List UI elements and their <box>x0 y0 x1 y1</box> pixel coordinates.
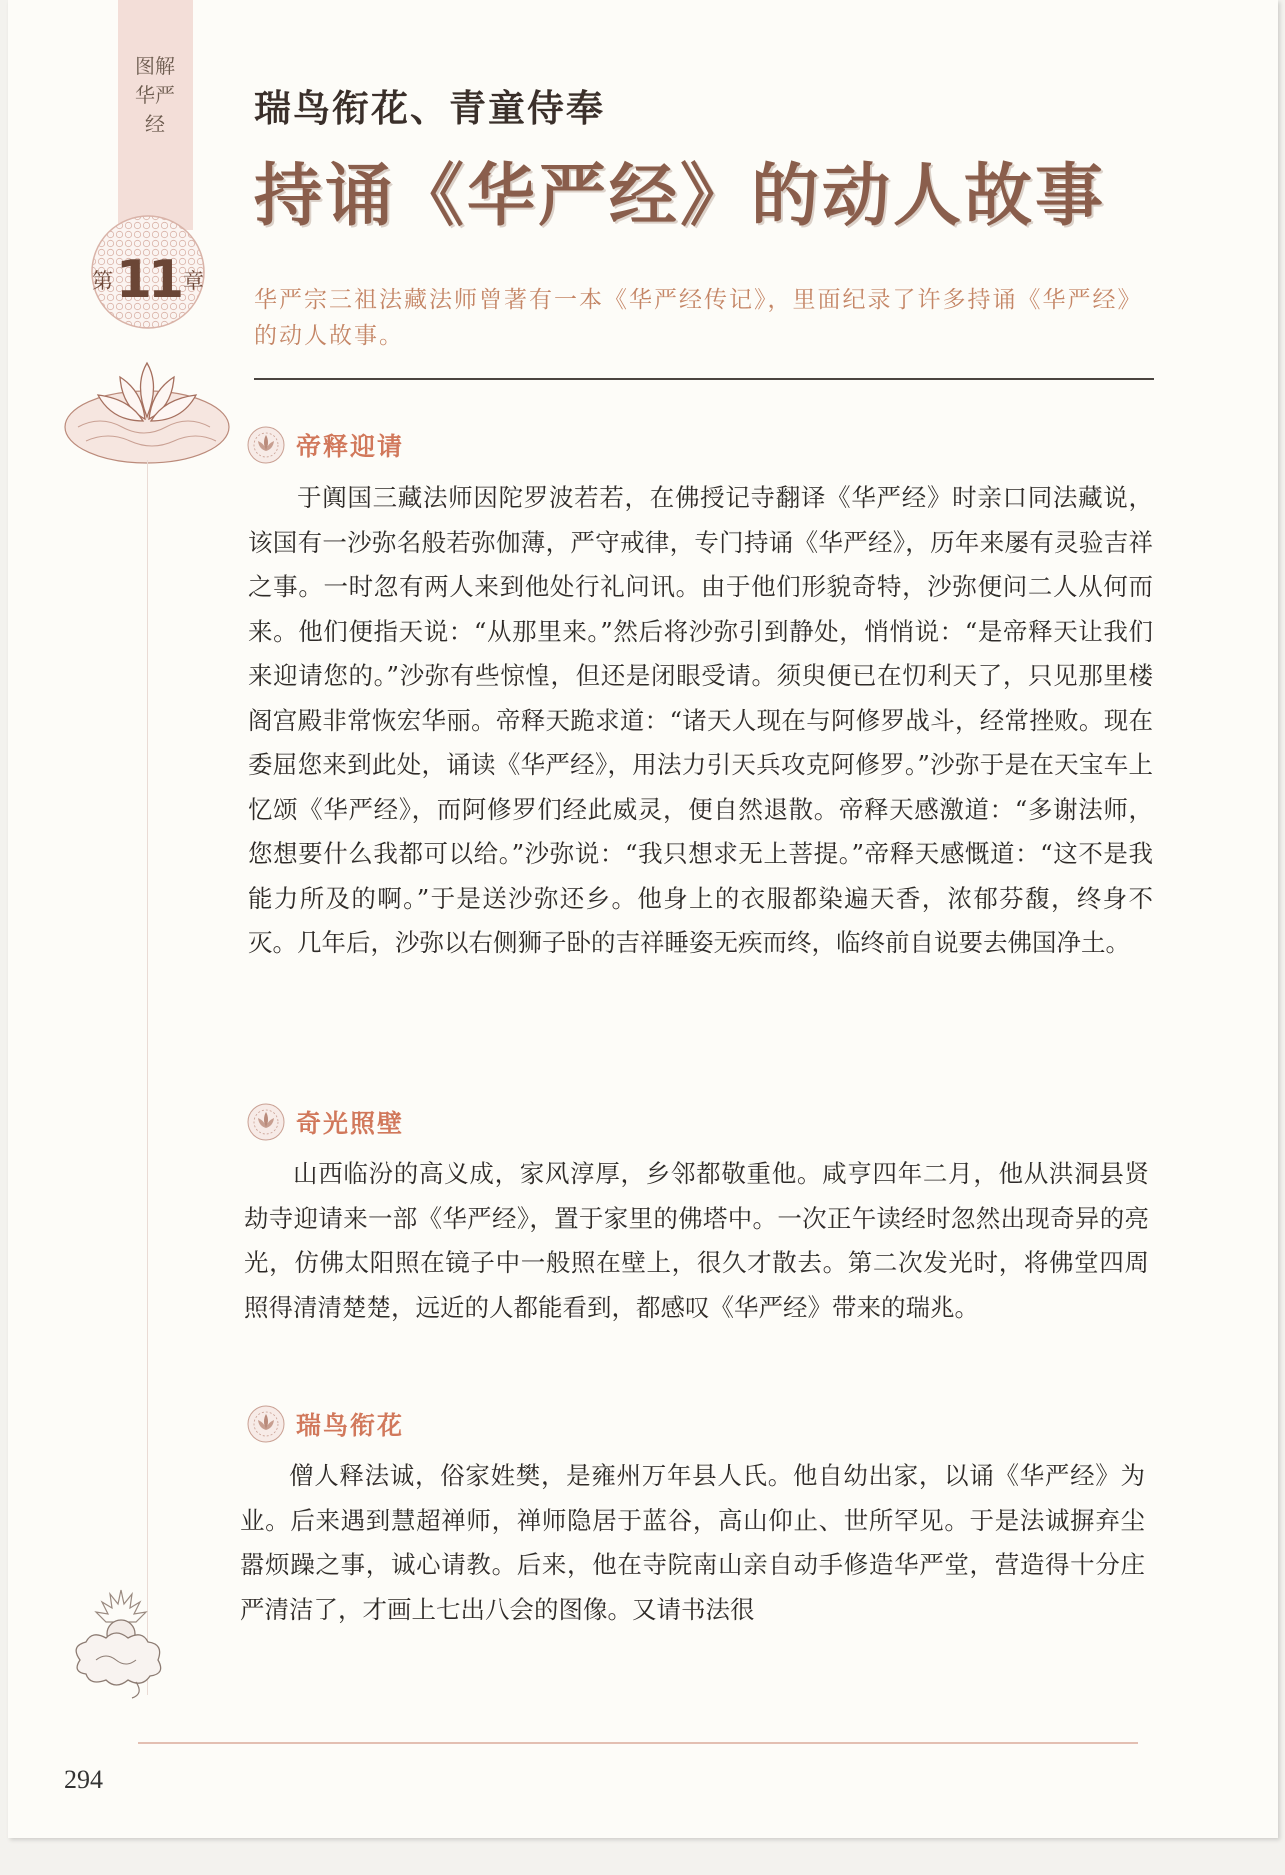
chapter-suffix: 章 <box>183 269 204 293</box>
lotus-bullet-icon <box>246 1102 286 1142</box>
chapter-prefix: 第 <box>92 269 113 293</box>
book-page <box>8 0 1278 1838</box>
title-divider <box>254 378 1154 380</box>
chapter-number: 11 <box>115 250 181 310</box>
section-heading-1 <box>246 425 404 465</box>
lotus-icon <box>60 355 235 470</box>
section-body-3: 僧人释法诚，俗家姓樊，是雍州万年县人氏。他自幼出家，以诵《华严经》为业。后来遇到慧超禅师，禅师隐居于蓝谷，高山仰止、世所罕见。于是法诚摒弃尘嚣烦躁之事，诚心请教。后来，他在寺院南山亲自动手修造华严堂，营造得十分庄严清洁了，才画上七出八会的图像。又请书法很 <box>240 1461 1145 1624</box>
section-heading-2 <box>246 1102 404 1142</box>
article-subtitle: 瑞鸟衔花、青童侍奉 <box>254 86 605 130</box>
section-heading-3 <box>246 1404 404 1444</box>
article-title: 持诵《华严经》的动人故事 <box>254 156 1107 236</box>
lotus-bullet-icon <box>246 425 286 465</box>
book-title: 图解华严经 <box>135 54 175 136</box>
cloud-emblem-icon <box>66 1582 176 1702</box>
footer-rule <box>138 1742 1138 1744</box>
lotus-bullet-icon <box>246 1404 286 1444</box>
section-body-1: 于阗国三藏法师因陀罗波若若，在佛授记寺翻译《华严经》时亲口同法藏说，该国有一沙弥名般若弥伽薄，严守戒律，专门持诵《华严经》，历年来屡有灵验吉祥之事。一时忽有两人来到他处行礼问讯。由于他们形貌奇特，沙弥便问二人从何而来。他们便指天说：“从那里来。”然后将沙弥引到静处，悄悄说：“是帝释天让我们来迎请您的。”沙弥有些惊惶，但还是闭眼受请。须臾便已在忉利天了，只见那里楼阁宫殿非常恢宏华丽。帝释天跪求道：“诸天人现在与阿修罗战斗，经常挫败。现在委屈您来到此处，诵读《华严经》，用法力引天兵攻克阿修罗。”沙弥于是在天宝车上忆颂《华严经》，而阿修罗们经此威灵，便自然退散。帝释天感激道：“多谢法师，您想要什么我都可以给。”沙弥说：“我只想求无上菩提。”帝释天感慨道：“这不是我能力所及的啊。”于是送沙弥还乡。他身上的衣服都染遍天香，浓郁芬馥，终身不灭。几年后，沙弥以右侧狮子卧的吉祥睡姿无疾而终，临终前自说要去佛国净土。 <box>248 483 1153 957</box>
section-title: 瑞鸟衔花 <box>296 1411 405 1440</box>
article-intro: 华严宗三祖法藏法师曾著有一本《华严经传记》，里面纪录了许多持诵《华严经》的动人故事。 <box>254 287 1143 349</box>
section-title: 帝释迎请 <box>296 432 405 461</box>
section-title: 奇光照壁 <box>296 1109 405 1138</box>
page-number: 294 <box>64 1765 103 1794</box>
section-body-2: 山西临汾的高义成，家风淳厚，乡邻都敬重他。咸亨四年二月，他从洪洞县贤劫寺迎请来一部《华严经》，置于家里的佛塔中。一次正午读经时忽然出现奇异的亮光，仿佛太阳照在镜子中一般照在壁上，很久才散去。第二次发光时，将佛堂四周照得清清楚楚，远近的人都能看到，都感叹《华严经》带来的瑞兆。 <box>244 1159 1149 1322</box>
chapter-label <box>92 250 204 310</box>
margin-rule <box>147 460 148 1695</box>
